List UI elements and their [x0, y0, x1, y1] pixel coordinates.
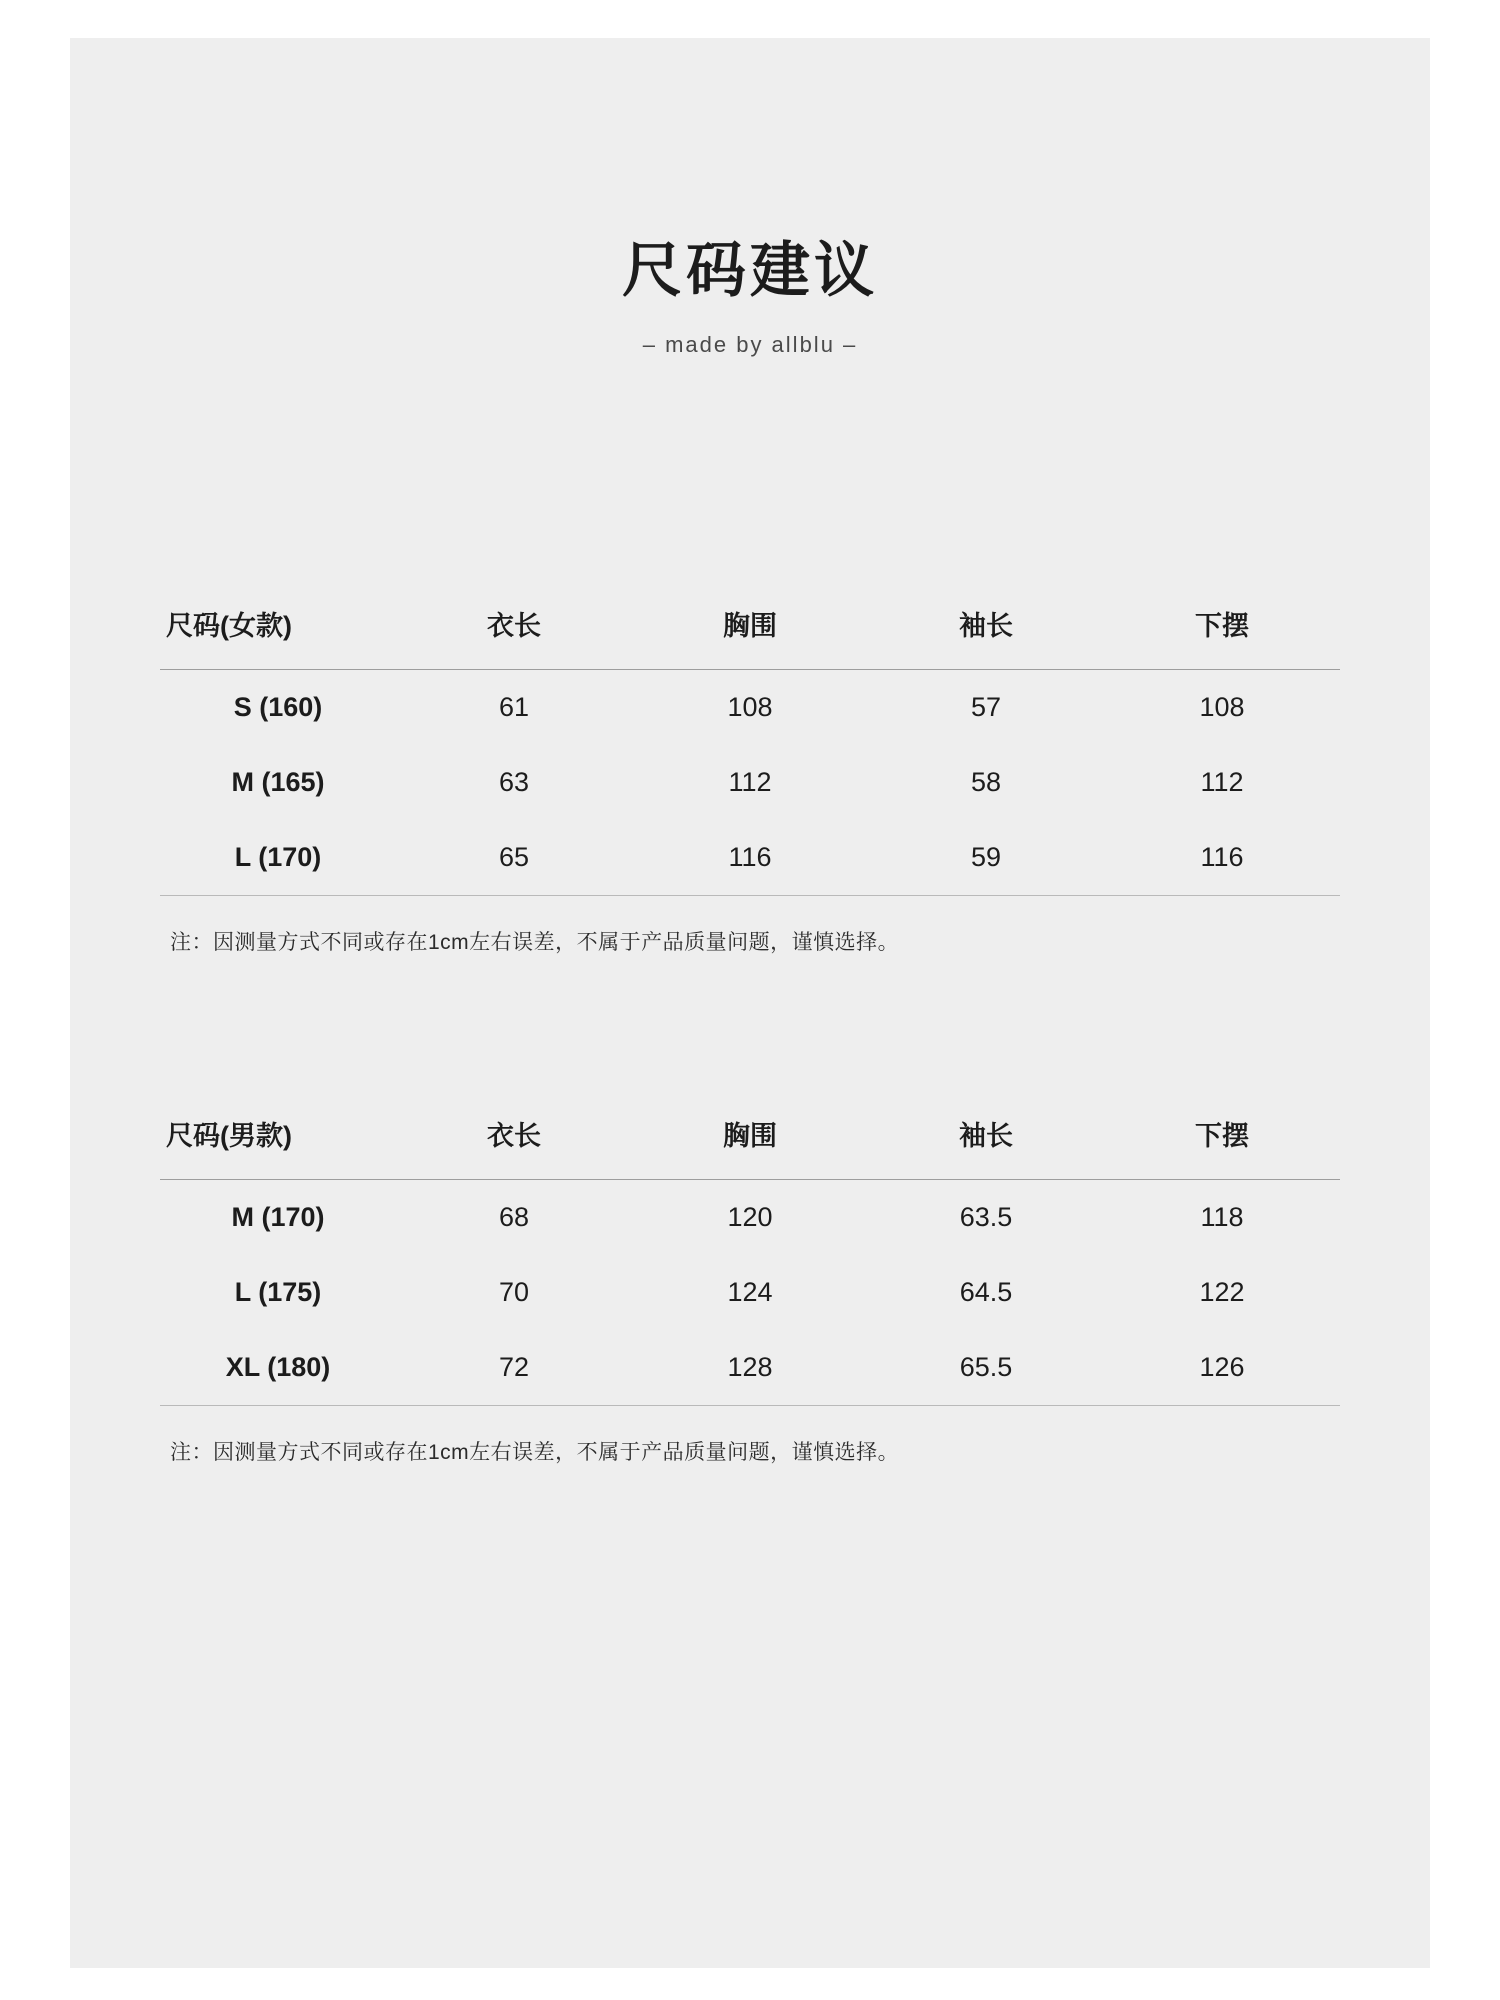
page-subtitle: – made by allblu – [642, 332, 858, 357]
cell-size: M (165) [231, 767, 325, 797]
men-size-table [160, 1113, 1340, 1406]
women-size-table-block [160, 603, 1340, 956]
cell-sleeve: 63.5 [959, 1202, 1013, 1232]
women-table-note: 注：因测量方式不同或存在1cm左右误差，不属于产品质量问题，谨慎选择。 [170, 931, 900, 954]
page-title: 尺码建议 [622, 237, 878, 304]
column-header-sleeve: 袖长 [868, 603, 1104, 670]
cell-size: S (160) [233, 692, 323, 722]
men-table-body [160, 1180, 1340, 1406]
cell-size: M (170) [231, 1202, 325, 1232]
cell-bust: 120 [727, 1202, 773, 1232]
table-row [160, 745, 1340, 820]
cell-sleeve: 64.5 [959, 1277, 1013, 1307]
cell-hem: 116 [1104, 820, 1340, 896]
cell-hem: 118 [1200, 1202, 1244, 1232]
cell-size: L (175) [234, 1277, 322, 1307]
column-header-size: 尺码(女款) [160, 603, 396, 670]
column-header-bust: 胸围 [632, 603, 868, 670]
cell-bust: 108 [727, 692, 773, 722]
cell-length: 61 [498, 692, 530, 722]
page-header [70, 38, 1430, 358]
men-table-note: 注：因测量方式不同或存在1cm左右误差，不属于产品质量问题，谨慎选择。 [170, 1441, 900, 1464]
cell-sleeve: 57 [970, 692, 1002, 722]
cell-length: 72 [396, 1330, 632, 1406]
column-header-hem: 下摆 [1104, 1113, 1340, 1180]
column-header-size: 尺码(男款) [160, 1113, 396, 1180]
column-header-bust: 胸围 [632, 1113, 868, 1180]
cell-bust: 128 [632, 1330, 868, 1406]
cell-bust: 112 [728, 767, 772, 797]
cell-sleeve: 59 [868, 820, 1104, 896]
cell-size: XL (180) [160, 1330, 396, 1406]
column-header-length: 衣长 [396, 1113, 632, 1180]
women-table-head [160, 603, 1340, 670]
cell-sleeve: 58 [970, 767, 1002, 797]
cell-hem: 112 [1200, 767, 1244, 797]
men-size-table-block [160, 1113, 1340, 1466]
women-table-body [160, 670, 1340, 896]
cell-bust: 124 [727, 1277, 773, 1307]
cell-length: 70 [498, 1277, 530, 1307]
table-row [160, 820, 1340, 896]
table-row [160, 670, 1340, 746]
column-header-hem: 下摆 [1104, 603, 1340, 670]
cell-sleeve: 65.5 [868, 1330, 1104, 1406]
cell-length: 68 [498, 1202, 530, 1232]
table-row [160, 1180, 1340, 1256]
table-header-row [160, 603, 1340, 670]
cell-bust: 116 [632, 820, 868, 896]
table-row [160, 1330, 1340, 1406]
table-header-row [160, 1113, 1340, 1180]
cell-hem: 126 [1104, 1330, 1340, 1406]
size-chart-page [70, 38, 1430, 1968]
cell-size: L (170) [160, 820, 396, 896]
column-header-sleeve: 袖长 [868, 1113, 1104, 1180]
table-row [160, 1255, 1340, 1330]
cell-length: 65 [396, 820, 632, 896]
cell-hem: 108 [1199, 692, 1245, 722]
women-size-table [160, 603, 1340, 896]
cell-hem: 122 [1199, 1277, 1245, 1307]
column-header-length: 衣长 [396, 603, 632, 670]
men-table-head [160, 1113, 1340, 1180]
cell-length: 63 [498, 767, 530, 797]
